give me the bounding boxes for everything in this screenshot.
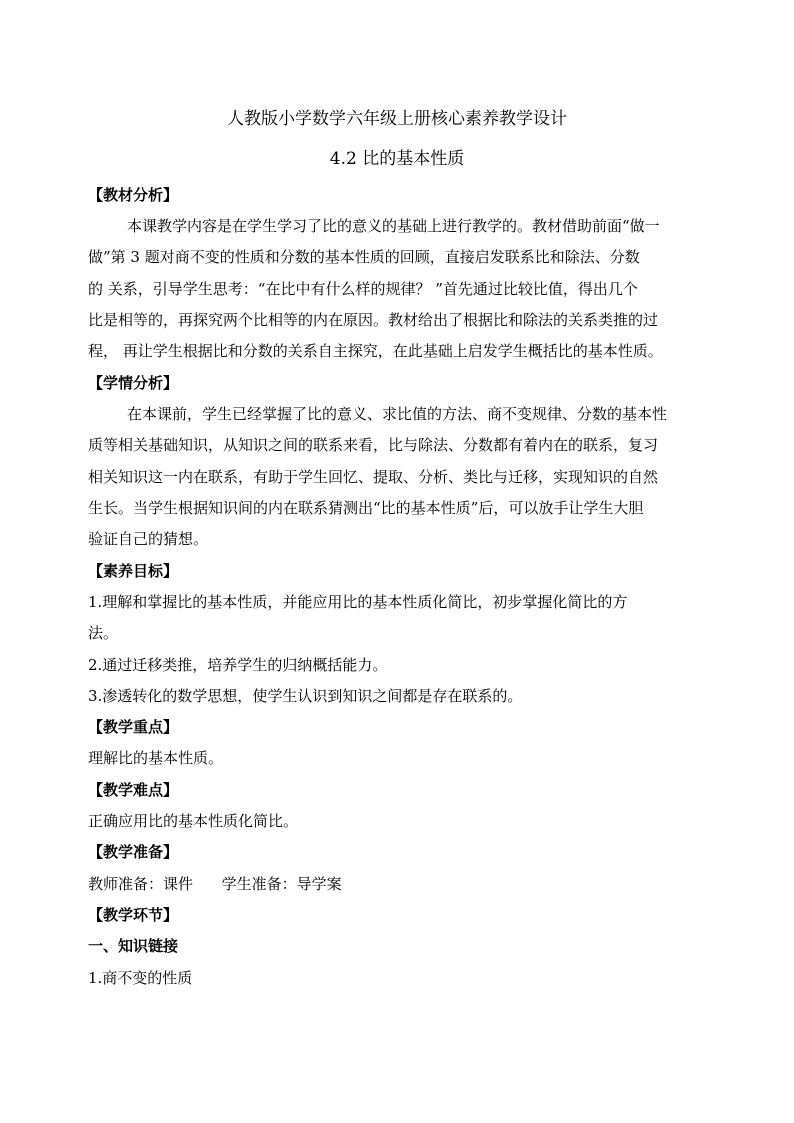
paragraph-line: 的 关系，引导学生思考：“在比中有什么样的规律？ ”首先通过比较比值，得出几个 bbox=[88, 280, 638, 298]
procedure-subheading: 一、知识链接 bbox=[88, 937, 179, 955]
section-heading-student-analysis: 【学情分析】 bbox=[88, 374, 179, 392]
section-heading-textbook-analysis: 【教材分析】 bbox=[88, 186, 179, 204]
paragraph-line: 做”第 3 题对商不变的性质和分数的基本性质的回顾，直接启发联系比和除法、分数 bbox=[88, 248, 640, 266]
paragraph-line: 生长。当学生根据知识间的内在联系猜测出“比的基本性质”后，可以放手让学生大胆 bbox=[88, 499, 644, 517]
paragraph-line: 相关知识这一内在联系，有助于学生回忆、提取、分析、类比与迁移，实现知识的自然 bbox=[88, 468, 659, 486]
paragraph-line: 在本课前，学生已经掌握了比的意义、求比值的方法、商不变规律、分数的基本性 bbox=[127, 405, 668, 423]
section-heading-preparation: 【教学准备】 bbox=[88, 843, 179, 861]
paragraph-line: 程， 再让学生根据比和分数的关系自主探究，在此基础上启发学生概括比的基本性质。 bbox=[88, 342, 663, 360]
section-heading-difficulties: 【教学难点】 bbox=[88, 781, 179, 799]
section-heading-literacy-goals: 【素养目标】 bbox=[88, 562, 179, 580]
paragraph-line: 验证自己的猜想。 bbox=[88, 530, 209, 548]
document-subtitle: 4.2 比的基本性质 bbox=[329, 149, 465, 169]
paragraph-line: 正确应用比的基本性质化简比。 bbox=[88, 812, 299, 830]
document-title: 人教版小学数学六年级上册核心素养教学设计 bbox=[227, 109, 567, 129]
paragraph-line: 理解比的基本性质。 bbox=[88, 749, 224, 767]
goal-item: 3.渗透转化的数学思想，使学生认识到知识之间都是存在联系的。 bbox=[88, 687, 523, 705]
goal-item: 2.通过迁移类推，培养学生的归纳概括能力。 bbox=[88, 656, 388, 674]
paragraph-line: 教师准备：课件 学生准备：导学案 bbox=[88, 875, 342, 893]
paragraph-line: 比是相等的，再探究两个比相等的内在原因。教材给出了根据比和除法的关系类推的过 bbox=[88, 311, 659, 329]
paragraph-line: 1.商不变的性质 bbox=[88, 969, 193, 987]
section-heading-procedure: 【教学环节】 bbox=[88, 906, 179, 924]
paragraph-line: 质等相关基础知识，从知识之间的联系来看，比与除法、分数都有着内在的联系，复习 bbox=[88, 436, 659, 454]
section-heading-key-points: 【教学重点】 bbox=[88, 718, 179, 736]
goal-item-continuation: 法。 bbox=[88, 624, 119, 642]
goal-item: 1.理解和掌握比的基本性质，并能应用比的基本性质化简比，初步掌握化简比的方 bbox=[88, 593, 628, 611]
paragraph-line: 本课教学内容是在学生学习了比的意义的基础上进行教学的。教材借助前面“做一 bbox=[127, 217, 660, 235]
